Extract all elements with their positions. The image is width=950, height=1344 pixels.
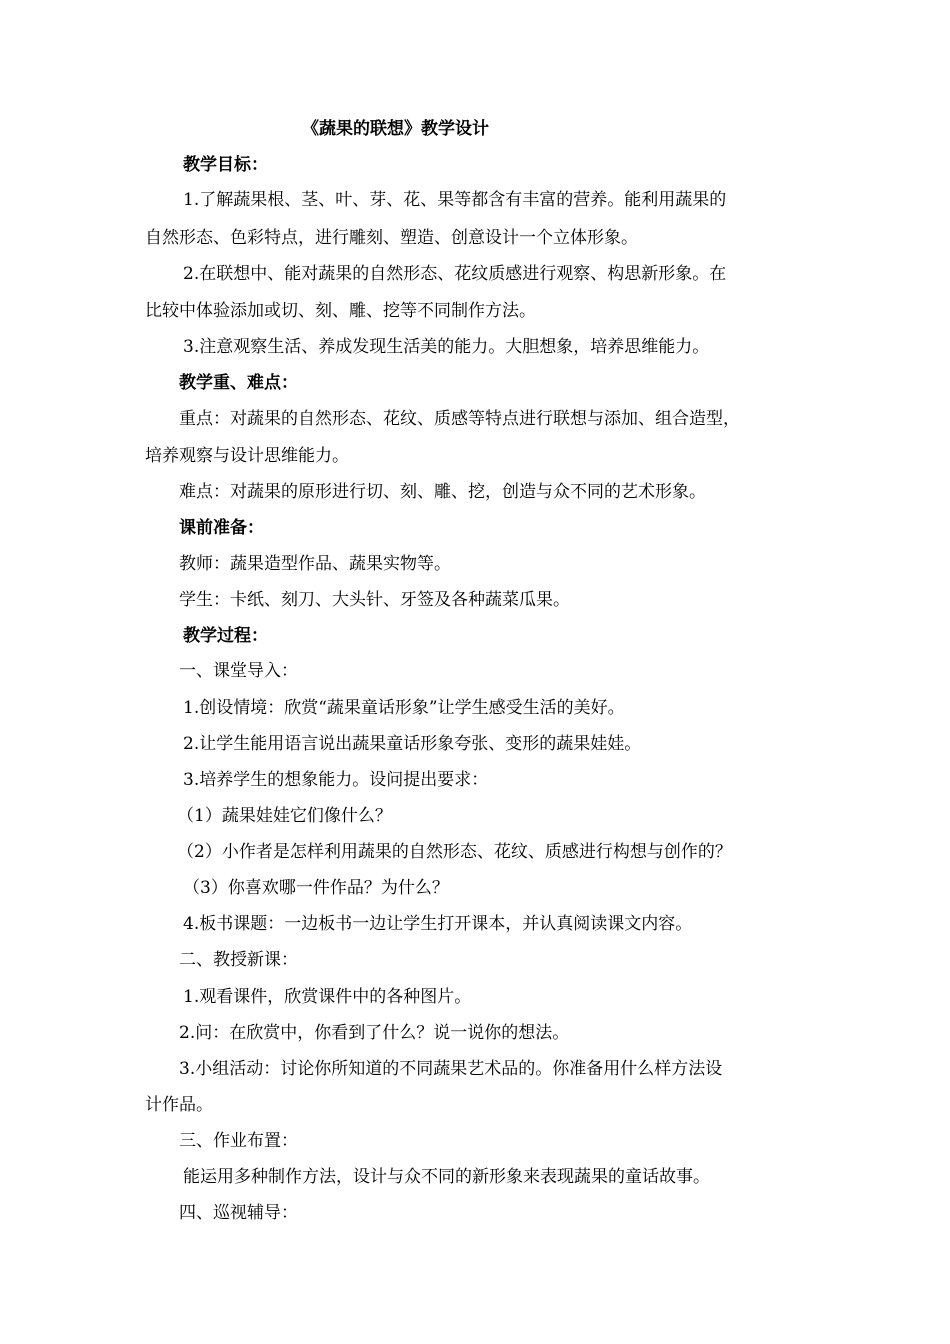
section-4-heading: 四、巡视辅导： xyxy=(179,1203,298,1223)
goal-2-line-2: 比较中体验添加或切、刻、雕、挖等不同制作方法。 xyxy=(145,301,536,321)
key-point-line-2: 培养观察与设计思维能力。 xyxy=(145,446,349,466)
goals-heading: 教学目标： xyxy=(183,155,268,175)
difficulty: 难点：对蔬果的原形进行切、刻、雕、挖，创造与众不同的艺术形象。 xyxy=(179,482,706,502)
goal-1-line-1: 1.了解蔬果根、茎、叶、芽、花、果等都含有丰富的营养。能利用蔬果的 xyxy=(183,190,727,210)
prep-teacher: 教师：蔬果造型作品、蔬果实物等。 xyxy=(179,554,451,574)
section-2-item-3-line-2: 计作品。 xyxy=(145,1095,213,1115)
section-1-item-1: 1.创设情境：欣赏“蔬果童话形象”让学生感受生活的美好。 xyxy=(183,698,625,718)
section-2-item-2: 2.问：在欣赏中，你看到了什么？说一说你的想法。 xyxy=(179,1023,570,1043)
keypoints-heading: 教学重、难点： xyxy=(179,373,298,393)
section-1-item-2: 2.让学生能用语言说出蔬果童话形象夸张、变形的蔬果娃娃。 xyxy=(183,734,642,754)
section-1-question-1: （1）蔬果娃娃它们像什么？ xyxy=(177,806,392,826)
section-3-heading: 三、作业布置： xyxy=(179,1131,298,1151)
process-heading: 教学过程： xyxy=(183,626,268,646)
goal-3: 3.注意观察生活、养成发现生活美的能力。大胆想象，培养思维能力。 xyxy=(183,337,710,357)
prep-heading: 课前准备： xyxy=(179,518,264,538)
section-2-item-3-line-1: 3.小组活动：讨论你所知道的不同蔬果艺术品的。你准备用什么样方法设 xyxy=(179,1059,723,1079)
goal-2-line-1: 2.在联想中、能对蔬果的自然形态、花纹质感进行观察、构思新形象。在 xyxy=(183,264,727,284)
section-1-item-4: 4.板书课题：一边板书一边让学生打开课本，并认真阅读课文内容。 xyxy=(183,914,693,934)
goal-1-line-2: 自然形态、色彩特点，进行雕刻、塑造、创意设计一个立体形象。 xyxy=(145,228,638,248)
section-3-text: 能运用多种制作方法，设计与众不同的新形象来表现蔬果的童话故事。 xyxy=(183,1167,710,1187)
section-2-heading: 二、教授新课： xyxy=(179,950,298,970)
section-1-item-3: 3.培养学生的想象能力。设问提出要求： xyxy=(183,770,489,790)
section-1-heading: 一、课堂导入： xyxy=(179,661,298,681)
key-point-line-1: 重点：对蔬果的自然形态、花纹、质感等特点进行联想与添加、组合造型， xyxy=(179,409,740,429)
section-2-item-1: 1.观看课件，欣赏课件中的各种图片。 xyxy=(183,987,472,1007)
section-1-question-2: （2）小作者是怎样利用蔬果的自然形态、花纹、质感进行构想与创作的？ xyxy=(177,842,732,862)
document-title: 《蔬果的联想》教学设计 xyxy=(302,119,489,139)
section-1-question-3: （3）你喜欢哪一件作品？为什么？ xyxy=(183,878,449,898)
prep-student: 学生：卡纸、刻刀、大头针、牙签及各种蔬菜瓜果。 xyxy=(179,590,570,610)
